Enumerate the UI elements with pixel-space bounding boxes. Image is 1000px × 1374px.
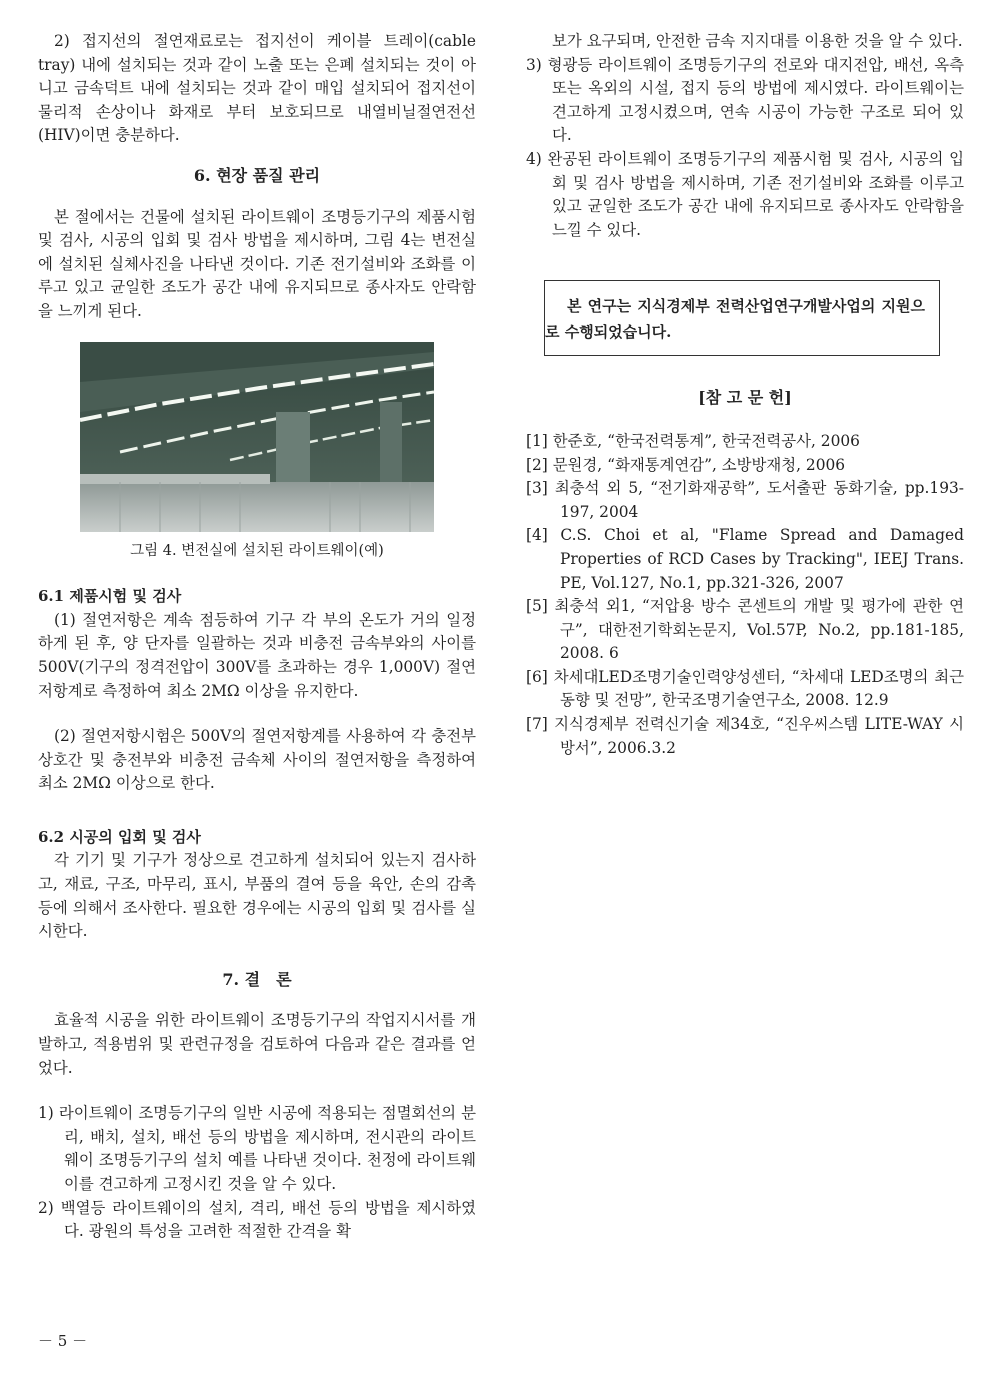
conclusion-item-2-continued: 보가 요구되며, 안전한 금속 지지대를 이용한 것을 알 수 있다. bbox=[552, 32, 963, 50]
figure-4-photo bbox=[80, 342, 434, 532]
conclusion-item-2-start: 2) 백열등 라이트웨이의 설치, 격리, 배선 등의 방법을 제시하였다. 광원의 특성을 고려한 적절한 간격을 확 bbox=[38, 1198, 476, 1241]
page-number: － 5 － bbox=[38, 1332, 88, 1350]
conclusion-item-3: 3) 형광등 라이트웨이 조명등기구의 전로와 대지전압, 배선, 옥측 또는 옥외의 시설, 접지 등의 방법에 제시였다. 라이트웨이는 견고하게 고정시켰으며, 연속 시공이 가능한 구조로 되어 있다. bbox=[526, 55, 964, 145]
references-list bbox=[526, 430, 964, 760]
reference-item: [7] 지식경제부 전력신기술 제34호, “진우씨스템 LITE-WAY 시방서”, 2006.3.2 bbox=[526, 715, 964, 757]
section-6-2-title: 6.2 시공의 입회 및 검사 bbox=[38, 827, 201, 846]
acknowledgement-text: 본 연구는 지식경제부 전력산업연구개발사업의 지원으로 수행되었습니다. bbox=[545, 297, 925, 342]
section-6-1-paragraph-2: (2) 절연저항시험은 500V의 절연저항계를 사용하여 각 충전부 상호간 및 충전부와 비충전 금속체 사이의 절연저항을 측정하여 최소 2MΩ 이상으로 한다. bbox=[38, 727, 476, 793]
reference-item: [2] 문원경, “화재통계연감”, 소방방재청, 2006 bbox=[526, 455, 846, 474]
reference-item: [1] 한준호, “한국전력통계”, 한국전력공사, 2006 bbox=[526, 431, 860, 450]
reference-item: [5] 최충석 외1, “저압용 방수 콘센트의 개발 및 평가에 관한 연구”, 대한전기학회논문지, Vol.57P, No.2, pp.181-185, 2008. 6 bbox=[526, 597, 964, 663]
references-title: [참 고 문 헌] bbox=[698, 388, 792, 408]
figure-4-caption: 그림 4. 변전실에 설치된 라이트웨이(예) bbox=[130, 542, 384, 559]
left-column bbox=[38, 30, 476, 1244]
section-6-title: 6. 현장 품질 관리 bbox=[193, 165, 321, 185]
conclusion-item-4: 4) 완공된 라이트웨이 조명등기구의 제품시험 및 검사, 시공의 입회 및 검사 방법을 제시하며, 기존 전기설비와 조화를 이루고 있고 균일한 조도가 공간 내에 유지되므로 종사자도 안락함을 느낄 수 있다. bbox=[526, 149, 964, 239]
intro-paragraph: 2) 접지선의 절연재료로는 접지선이 케이블 트레이(cable tray) 내에 설치되는 것과 같이 노출 또는 은폐 설치되는 것이 아니고 금속덕트 내에 설치되는 것과 같이 매입 설치되어 접지선이 물리적 손상이나 화재로 부터 보호되므로 내열비닐절연전선(HIV)이면 충분하다. bbox=[38, 32, 476, 145]
section-6-1-title: 6.1 제품시험 및 검사 bbox=[38, 587, 182, 606]
section-7-paragraph: 효율적 시공을 위한 라이트웨이 조명등기구의 작업지시서를 개발하고, 적용범위 및 관련규정을 검토하여 다음과 같은 결과를 얻었다. bbox=[38, 1011, 476, 1077]
section-6-1-paragraph-1: (1) 절연저항은 계속 점등하여 기구 각 부의 온도가 거의 일정하게 된 후, 양 단자를 일괄하는 것과 비충전 금속부와의 사이를 500V(기구의 정격전압이 300V를 초과하는 경우 1,000V) 절연저항계로 측정하여 최소 2MΩ 이상을 유지한다. bbox=[38, 610, 476, 700]
reference-item: [6] 차세대LED조명기술인력양성센터, “차세대 LED조명의 최근 동향 및 전망”, 한국조명기술연구소, 2008. 12.9 bbox=[526, 667, 964, 710]
light-way-photo-illustration bbox=[80, 342, 434, 532]
acknowledgement-box bbox=[544, 280, 940, 356]
reference-item: [4] C.S. Choi et al, "Flame Spread and Damaged Properties of RCD Cases by Tracking", IEEJ Trans. PE, Vol.127, No.1, pp.321-326, 2007 bbox=[526, 526, 964, 592]
reference-item: [3] 최충석 외 5, “전기화재공학”, 도서출판 동화기술, pp.193-197, 2004 bbox=[526, 479, 964, 521]
section-6-paragraph: 본 절에서는 건물에 설치된 라이트웨이 조명등기구의 제품시험 및 검사, 시공의 입회 및 검사 방법을 제시하며, 그림 4는 변전실에 설치된 실체사진을 나타낸 것이다. 기존 전기설비와 조화를 이루고 있고 균일한 조도가 공간 내에 유지되므로 종사자도 안락함을 느끼게 된다. bbox=[38, 207, 476, 320]
section-6-2-paragraph: 각 기기 및 기구가 정상으로 견고하게 설치되어 있는지 검사하고, 재료, 구조, 마무리, 표시, 부품의 결여 등을 육안, 손의 감촉 등에 의해서 조사한다. 필요한 경우에는 시공의 입회 및 검사를 실시한다. bbox=[38, 851, 476, 941]
section-7-title: 7. 결 론 bbox=[222, 969, 292, 989]
right-column bbox=[526, 30, 964, 760]
conclusion-item-1: 1) 라이트웨이 조명등기구의 일반 시공에 적용되는 점멸회선의 분리, 배치, 설치, 배선 등의 방법을 제시하며, 전시관의 라이트웨이 조명등기구의 설치 예를 나타낸 것이다. 천정에 라이트웨이를 견고하게 고정시킨 것을 알 수 있다. bbox=[38, 1104, 476, 1193]
